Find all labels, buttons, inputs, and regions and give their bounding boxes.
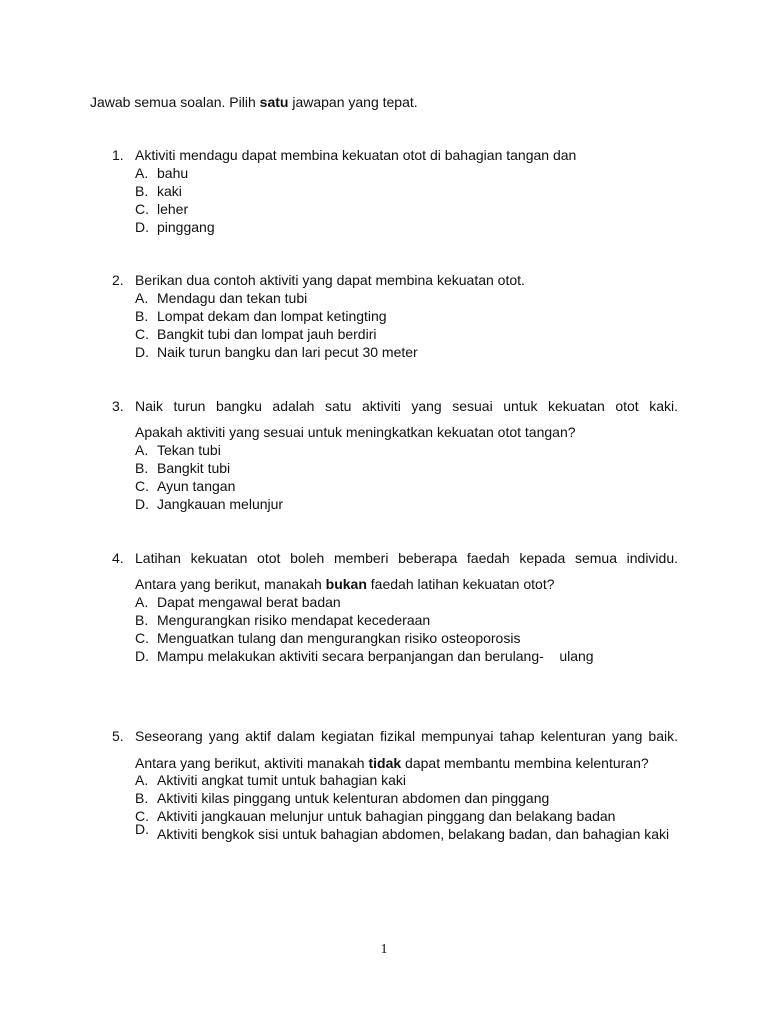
option-letter: B. — [135, 460, 149, 476]
option-text: leher — [157, 201, 189, 217]
option-list — [135, 771, 678, 848]
option-list — [135, 593, 678, 665]
question-5 — [112, 727, 678, 848]
question-number: 3. — [112, 398, 124, 414]
question-2 — [112, 271, 678, 361]
option-letter: B. — [135, 308, 149, 324]
option-letter: D. — [135, 648, 149, 664]
question-text-2-part1: Antara yang berikut, manakah — [135, 576, 326, 592]
question-number: 2. — [112, 272, 124, 288]
option-text: Ayun tangan — [157, 478, 236, 494]
option-text: Mendagu dan tekan tubi — [157, 290, 308, 306]
option-letter: A. — [135, 594, 149, 610]
option-letter: D. — [135, 344, 149, 360]
option-text: kaki — [157, 183, 182, 199]
question-1 — [112, 146, 678, 236]
instruction-bold: satu — [259, 94, 289, 110]
option-b[interactable] — [135, 611, 678, 629]
option-letter: A. — [135, 772, 149, 788]
option-c[interactable] — [135, 629, 678, 647]
option-a[interactable] — [135, 289, 678, 307]
option-text: bahu — [157, 165, 189, 181]
option-text: Naik turun bangku dan lari pecut 30 meter — [157, 344, 418, 360]
option-list — [135, 289, 678, 361]
option-letter: C. — [135, 808, 149, 824]
option-letter: A. — [135, 165, 149, 181]
option-text: Aktiviti bengkok sisi untuk bahagian abdomen, belakang badan, dan bahagian kaki — [157, 826, 670, 842]
instruction-part1: Jawab semua soalan. Pilih — [90, 94, 260, 110]
option-d[interactable] — [135, 495, 678, 513]
option-c[interactable] — [135, 325, 678, 343]
page-number: 1 — [380, 942, 388, 957]
option-c[interactable] — [135, 477, 678, 495]
option-letter: D. — [135, 219, 149, 235]
option-text: Dapat mengawal berat badan — [157, 594, 341, 610]
option-d[interactable] — [135, 218, 678, 236]
option-text: Aktiviti jangkauan melunjur untuk bahagian pinggang dan belakang badan — [157, 808, 616, 824]
question-text-2-part2: faedah latihan kekuatan otot? — [366, 576, 555, 592]
question-number: 5. — [112, 728, 124, 744]
option-text: Mengurangkan risiko mendapat kecederaan — [157, 612, 431, 628]
option-b[interactable] — [135, 307, 678, 325]
option-letter: C. — [135, 630, 149, 646]
question-number: 1. — [112, 147, 124, 163]
option-a[interactable] — [135, 771, 678, 789]
option-text: Bangkit tubi — [157, 460, 231, 476]
option-a[interactable] — [135, 593, 678, 611]
option-d[interactable] — [135, 647, 678, 665]
question-text-2: Apakah aktiviti yang sesuai untuk meningkatkan kekuatan otot tangan? — [135, 424, 576, 440]
option-text: Menguatkan tulang dan mengurangkan risiko osteoporosis — [157, 630, 521, 646]
question-text-part2: dapat membantu membina kelenturan? — [401, 755, 649, 771]
option-b[interactable] — [135, 459, 678, 477]
instruction-text — [90, 94, 418, 111]
option-letter: D. — [135, 496, 149, 512]
option-text: Tekan tubi — [157, 442, 221, 458]
option-text: Jangkauan melunjur — [157, 496, 284, 512]
option-a[interactable] — [135, 164, 678, 182]
option-c[interactable] — [135, 200, 678, 218]
question-text-bold: tidak — [368, 755, 402, 771]
option-letter: A. — [135, 290, 149, 306]
option-letter: B. — [135, 612, 149, 628]
option-letter: A. — [135, 442, 149, 458]
option-list — [135, 164, 678, 236]
question-text: Berikan dua contoh aktiviti yang dapat membina kekuatan otot. — [135, 272, 525, 288]
option-text: Aktiviti angkat tumit untuk bahagian kaki — [157, 772, 407, 788]
question-text-part1: Seseorang yang aktif dalam kegiatan fizikal mempunyai tahap kelenturan yang baik. Antara yang berikut, aktiviti manakah — [135, 728, 678, 771]
question-4 — [112, 549, 678, 665]
question-text — [135, 723, 678, 777]
option-text: Bangkit tubi dan lompat jauh berdiri — [157, 326, 377, 342]
option-text: pinggang — [157, 219, 215, 235]
option-d[interactable] — [135, 343, 678, 361]
question-number: 4. — [112, 550, 124, 566]
option-a[interactable] — [135, 441, 678, 459]
instruction-part2: jawapan yang tepat. — [288, 94, 418, 110]
question-text-2-bold: bukan — [325, 576, 367, 592]
question-text: Latihan kekuatan otot boleh memberi beberapa faedah kepada semua individu. — [135, 550, 678, 566]
option-b[interactable] — [135, 789, 678, 807]
question-text-2 — [135, 575, 678, 593]
option-text: Mampu melakukan aktiviti secara berpanjangan dan berulang- ulang — [157, 648, 594, 664]
option-letter: C. — [135, 478, 149, 494]
option-letter: C. — [135, 326, 149, 342]
option-letter: B. — [135, 183, 149, 199]
option-text: Lompat dekam dan lompat ketingting — [157, 308, 387, 324]
option-letter: D. — [135, 821, 149, 837]
option-letter: B. — [135, 790, 149, 806]
option-d[interactable] — [135, 820, 678, 848]
option-b[interactable] — [135, 182, 678, 200]
option-letter: C. — [135, 201, 149, 217]
option-text: Aktiviti kilas pinggang untuk kelenturan abdomen dan pinggang — [157, 790, 550, 806]
question-3 — [112, 397, 678, 513]
question-text: Naik turun bangku adalah satu aktiviti yang sesuai untuk kekuatan otot kaki. — [135, 398, 678, 414]
option-list — [135, 441, 678, 513]
question-text: Aktiviti mendagu dapat membina kekuatan otot di bahagian tangan dan — [135, 147, 577, 163]
